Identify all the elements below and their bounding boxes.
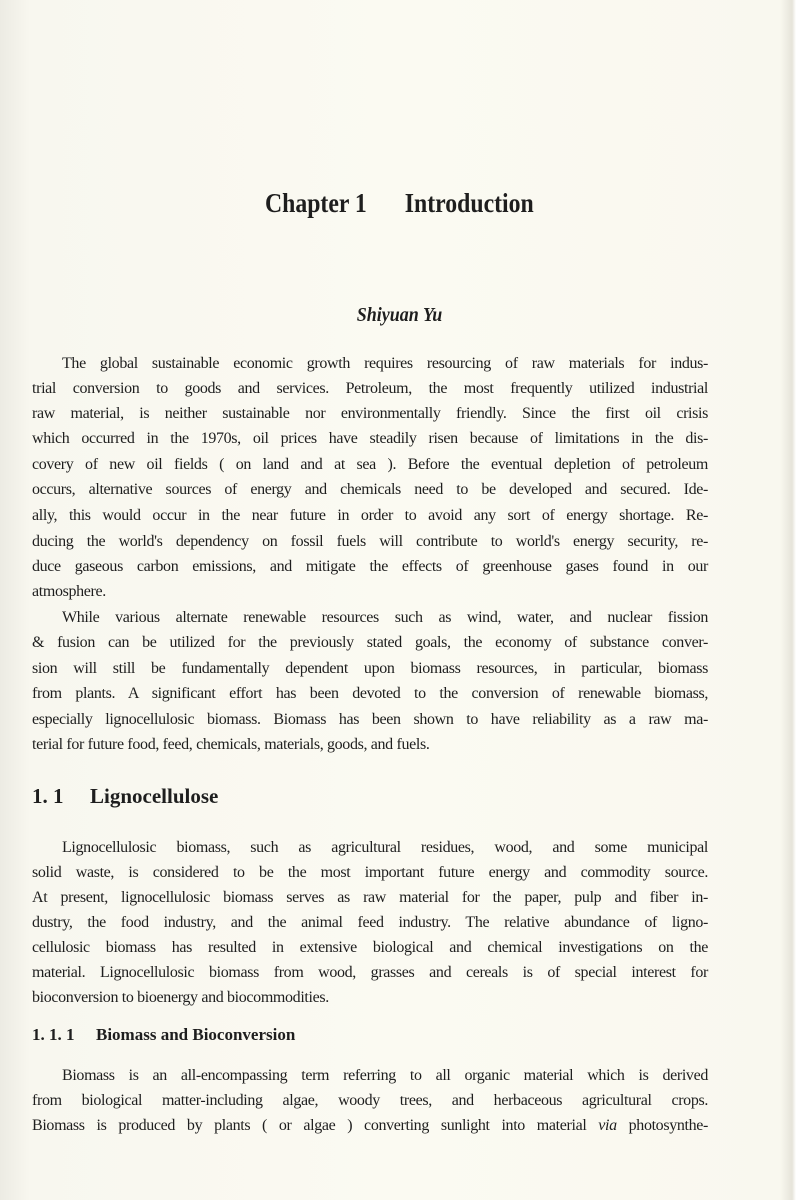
paragraph-line: raw material, is neither sustainable nor environmentally friendly. Since the first oil crisis: [32, 405, 708, 422]
paragraph-line: ally, this would occur in the near future in order to avoid any sort of energy shortage. Re-: [32, 507, 708, 524]
section-number: 1. 1: [32, 784, 64, 808]
chapter-label: Chapter 1: [264, 188, 367, 218]
paragraph-line: terial for future food, feed, chemicals, materials, goods, and fuels.: [32, 736, 430, 753]
paragraph-line: The global sustainable economic growth requires resourcing of raw materials for indus-: [62, 355, 708, 372]
paragraph-line: solid waste, is considered to be the most important future energy and commodity source.: [32, 864, 708, 881]
subsection-number: 1. 1. 1: [32, 1025, 75, 1044]
paragraph-line: Biomass is an all-encompassing term referring to all organic material which is derived: [62, 1067, 708, 1084]
paragraph-line: covery of new oil fields ( on land and at sea ). Before the eventual depletion of petroleum: [32, 456, 708, 473]
line-text: Biomass is produced by plants ( or algae ) converting sunlight into material: [32, 1117, 587, 1134]
paragraph-line: dustry, the food industry, and the animal feed industry. The relative abundance of ligno-: [32, 914, 708, 931]
subsection-heading: [32, 1025, 295, 1045]
section-title: Lignocellulose: [90, 784, 219, 808]
paragraph-line: material. Lignocellulosic biomass from wood, grasses and cereals is of special interest for: [32, 964, 708, 981]
paragraph-line: occurs, alternative sources of energy and chemicals need to be developed and secured. Ide-: [32, 481, 708, 498]
paragraph-line: Lignocellulosic biomass, such as agricultural residues, wood, and some municipal: [62, 839, 708, 856]
line-text: photosynthe-: [628, 1117, 708, 1134]
chapter-name: Introduction: [404, 188, 534, 218]
paragraph-line: from biological matter-including algae, woody trees, and herbaceous agricultural crops.: [32, 1092, 708, 1109]
section-heading: [32, 784, 218, 809]
author-name: Shiyuan Yu: [357, 304, 443, 326]
paragraph-line: While various alternate renewable resources such as wind, water, and nuclear fission: [62, 609, 708, 626]
subsection-title: Biomass and Bioconversion: [96, 1025, 296, 1044]
paragraph-line: atmosphere.: [32, 583, 106, 600]
italic-word: via: [598, 1117, 617, 1134]
paragraph-line: & fusion can be utilized for the previously stated goals, the economy of substance conver-: [32, 634, 708, 651]
chapter-title: [0, 188, 800, 219]
paragraph-line: duce gaseous carbon emissions, and mitigate the effects of greenhouse gases found in our: [32, 558, 708, 575]
paragraph-line: from plants. A significant effort has been devoted to the conversion of renewable biomass,: [32, 685, 708, 702]
chapter-author: [0, 304, 800, 327]
paragraph-line: bioconversion to bioenergy and biocommodities.: [32, 989, 329, 1006]
paragraph-line: which occurred in the 1970s, oil prices have steadily risen because of limitations in the dis-: [32, 430, 708, 447]
paragraph-line: trial conversion to goods and services. Petroleum, the most frequently utilized industrial: [32, 380, 708, 397]
paragraph-line: ducing the world's dependency on fossil fuels will contribute to world's energy security, re-: [32, 533, 708, 550]
paragraph-line: At present, lignocellulosic biomass serves as raw material for the paper, pulp and fiber in-: [32, 889, 708, 906]
paragraph-line: cellulosic biomass has resulted in extensive biological and chemical investigations on the: [32, 939, 708, 956]
paragraph-line: [32, 1116, 708, 1136]
paragraph-line: sion will still be fundamentally dependent upon biomass resources, in particular, biomass: [32, 660, 708, 677]
paragraph-line: especially lignocellulosic biomass. Biomass has been shown to have reliability as a raw ma-: [32, 711, 708, 728]
